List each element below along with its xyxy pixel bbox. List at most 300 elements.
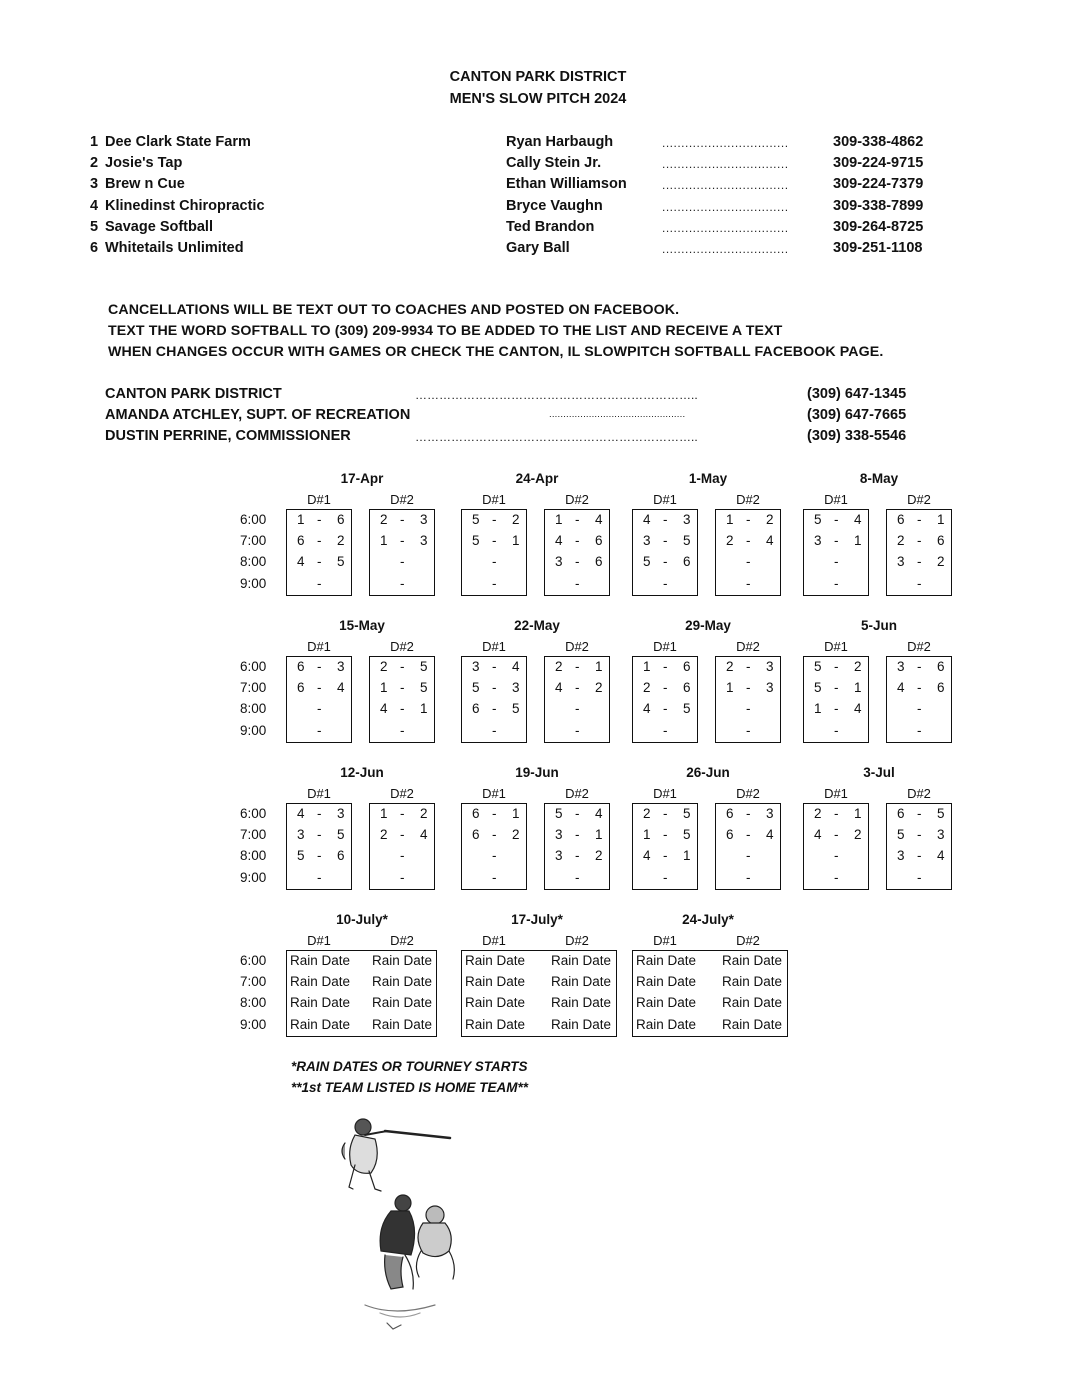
matchup-dash: - bbox=[492, 512, 497, 527]
matchup-dash: - bbox=[746, 806, 751, 821]
time-slot-label: 7:00 bbox=[240, 680, 267, 696]
game-matchup bbox=[886, 680, 952, 698]
matchup-dash: - bbox=[834, 659, 839, 674]
matchup-dash: - bbox=[575, 869, 580, 885]
home-team-number: 6 bbox=[472, 701, 480, 717]
diamond-label: D#2 bbox=[390, 639, 414, 654]
game-matchup bbox=[544, 576, 610, 594]
game-matchup bbox=[461, 806, 527, 824]
away-team-number: 6 bbox=[937, 659, 945, 674]
matchup-dash: - bbox=[663, 659, 668, 674]
matchup-dash: - bbox=[834, 848, 839, 864]
matchup-dash: - bbox=[400, 722, 405, 738]
game-matchup bbox=[803, 533, 869, 551]
game-matchup bbox=[461, 870, 527, 888]
notice-line-2: TEXT THE WORD SOFTBALL TO (309) 209-9934 TO BE ADDED TO THE LIST AND RECEIVE A TEXT bbox=[108, 323, 783, 339]
diamond-label: D#1 bbox=[307, 933, 331, 948]
matchup-dash: - bbox=[575, 680, 580, 696]
game-matchup bbox=[369, 680, 435, 698]
matchup-dash: - bbox=[663, 722, 668, 738]
game-matchup bbox=[461, 848, 527, 866]
matchup-dash: - bbox=[400, 512, 405, 527]
diamond-label: D#2 bbox=[565, 639, 589, 654]
home-team-number: 6 bbox=[726, 827, 734, 843]
matchup-dash: - bbox=[746, 554, 751, 570]
matchup-dash: - bbox=[917, 680, 922, 696]
matchup-dash: - bbox=[317, 848, 322, 864]
team-number: 2 bbox=[90, 155, 99, 172]
rain-date-cell: Rain Date bbox=[551, 995, 612, 1011]
matchup-dash: - bbox=[663, 806, 668, 821]
away-team-number: 3 bbox=[683, 512, 691, 527]
home-team-number: 4 bbox=[897, 680, 905, 696]
rain-date-cell: Rain Date bbox=[551, 1016, 612, 1032]
game-matchup bbox=[544, 659, 610, 677]
home-team-number: 4 bbox=[380, 701, 388, 717]
contact-phone: (309) 647-1345 bbox=[807, 386, 907, 402]
matchup-dash: - bbox=[492, 701, 497, 717]
home-team-number: 4 bbox=[643, 512, 651, 527]
away-team-number: 1 bbox=[512, 533, 520, 549]
game-matchup bbox=[286, 827, 352, 845]
home-team-number: 4 bbox=[643, 848, 651, 864]
home-team-number: 6 bbox=[297, 533, 305, 549]
home-team-number: 1 bbox=[297, 512, 305, 527]
home-team-number: 6 bbox=[472, 806, 480, 821]
rain-date-cell: Rain Date bbox=[465, 995, 526, 1011]
game-matchup bbox=[461, 512, 527, 530]
game-matchup bbox=[369, 806, 435, 824]
game-matchup bbox=[461, 701, 527, 719]
game-matchup bbox=[286, 512, 352, 530]
game-matchup bbox=[461, 827, 527, 845]
team-coach: Ted Brandon bbox=[506, 218, 595, 235]
away-team-number: 5 bbox=[683, 806, 691, 821]
week-date: 24-Apr bbox=[515, 471, 559, 486]
week-date: 17-Apr bbox=[340, 471, 384, 486]
contact-name: AMANDA ATCHLEY, SUPT. OF RECREATION bbox=[105, 407, 411, 424]
away-team-number: 5 bbox=[420, 659, 428, 674]
home-team-number: 6 bbox=[472, 827, 480, 843]
away-team-number: 1 bbox=[595, 827, 603, 843]
batter-catcher-umpire-illustration bbox=[325, 1105, 465, 1335]
away-team-number: 5 bbox=[337, 827, 345, 843]
footnote-rain-dates: *RAIN DATES OR TOURNEY STARTS bbox=[291, 1059, 528, 1074]
home-team-number: 3 bbox=[297, 827, 305, 843]
matchup-dash: - bbox=[492, 659, 497, 674]
game-matchup bbox=[803, 659, 869, 677]
home-team-number: 5 bbox=[897, 827, 905, 843]
matchup-dash: - bbox=[663, 680, 668, 696]
matchup-dash: - bbox=[492, 680, 497, 696]
home-team-number: 5 bbox=[472, 680, 480, 696]
away-team-number: 2 bbox=[766, 512, 774, 527]
diamond-label: D#1 bbox=[824, 639, 848, 654]
home-team-number: 2 bbox=[897, 533, 905, 549]
game-matchup bbox=[715, 827, 781, 845]
game-matchup bbox=[369, 659, 435, 677]
game-matchup bbox=[886, 723, 952, 741]
diamond-label: D#1 bbox=[653, 639, 677, 654]
matchup-dash: - bbox=[917, 575, 922, 591]
home-team-number: 1 bbox=[643, 827, 651, 843]
dot-leader: ................................................ bbox=[549, 409, 686, 421]
week-date: 26-Jun bbox=[686, 765, 730, 780]
away-team-number: 2 bbox=[420, 806, 428, 821]
game-matchup bbox=[286, 723, 352, 741]
time-slot-label: 7:00 bbox=[240, 533, 267, 549]
game-matchup bbox=[632, 870, 698, 888]
away-team-number: 2 bbox=[595, 848, 603, 864]
home-team-number: 3 bbox=[814, 533, 822, 549]
matchup-dash: - bbox=[834, 701, 839, 717]
game-matchup bbox=[803, 512, 869, 530]
week-date: 12-Jun bbox=[340, 765, 384, 780]
home-team-number: 1 bbox=[380, 533, 388, 549]
time-slot-label: 7:00 bbox=[240, 827, 267, 843]
team-number: 6 bbox=[90, 240, 99, 256]
away-team-number: 1 bbox=[854, 806, 862, 821]
matchup-dash: - bbox=[746, 722, 751, 738]
game-matchup bbox=[544, 701, 610, 719]
rain-date-cell: Rain Date bbox=[372, 1016, 433, 1032]
away-team-number: 5 bbox=[683, 701, 691, 717]
matchup-dash: - bbox=[492, 827, 497, 843]
home-team-number: 5 bbox=[643, 554, 651, 570]
diamond-label: D#1 bbox=[824, 492, 848, 507]
home-team-number: 6 bbox=[726, 806, 734, 821]
game-matchup bbox=[286, 701, 352, 719]
game-matchup bbox=[886, 659, 952, 677]
matchup-dash: - bbox=[317, 512, 322, 527]
home-team-number: 3 bbox=[555, 554, 563, 570]
matchup-dash: - bbox=[317, 806, 322, 821]
team-phone: 309-224-7379 bbox=[833, 176, 924, 193]
home-team-number: 1 bbox=[380, 806, 388, 821]
game-matchup bbox=[803, 723, 869, 741]
matchup-dash: - bbox=[746, 659, 751, 674]
matchup-dash: - bbox=[575, 722, 580, 738]
week-date: 19-Jun bbox=[515, 765, 559, 780]
diamond-label: D#2 bbox=[907, 786, 931, 801]
matchup-dash: - bbox=[492, 554, 497, 570]
team-number: 5 bbox=[90, 218, 99, 235]
game-matchup bbox=[632, 533, 698, 551]
away-team-number: 1 bbox=[512, 806, 520, 821]
matchup-dash: - bbox=[317, 869, 322, 885]
diamond-label: D#1 bbox=[307, 492, 331, 507]
time-slot-label: 9:00 bbox=[240, 1016, 267, 1032]
away-team-number: 4 bbox=[766, 533, 774, 549]
matchup-dash: - bbox=[400, 533, 405, 549]
matchup-dash: - bbox=[492, 848, 497, 864]
contact-name: DUSTIN PERRINE, COMMISSIONER bbox=[105, 428, 351, 445]
away-team-number: 4 bbox=[512, 659, 520, 674]
team-name: Whitetails Unlimited bbox=[105, 240, 244, 256]
game-matchup bbox=[544, 533, 610, 551]
game-matchup bbox=[544, 680, 610, 698]
matchup-dash: - bbox=[834, 722, 839, 738]
home-team-number: 2 bbox=[643, 680, 651, 696]
diamond-label: D#2 bbox=[565, 933, 589, 948]
home-team-number: 3 bbox=[472, 659, 480, 674]
game-matchup bbox=[886, 512, 952, 530]
game-matchup bbox=[715, 701, 781, 719]
game-matchup bbox=[632, 827, 698, 845]
away-team-number: 3 bbox=[512, 680, 520, 696]
game-matchup bbox=[544, 870, 610, 888]
dot-leader: ................................. bbox=[662, 199, 789, 214]
home-team-number: 2 bbox=[555, 659, 563, 674]
game-matchup bbox=[369, 554, 435, 572]
rain-date-cell: Rain Date bbox=[465, 953, 526, 968]
away-team-number: 6 bbox=[595, 533, 603, 549]
team-coach: Ryan Harbaugh bbox=[506, 134, 614, 150]
away-team-number: 1 bbox=[683, 848, 691, 864]
away-team-number: 6 bbox=[337, 512, 345, 527]
away-team-number: 4 bbox=[420, 827, 428, 843]
home-team-number: 3 bbox=[897, 848, 905, 864]
matchup-dash: - bbox=[917, 806, 922, 821]
home-team-number: 2 bbox=[380, 512, 388, 527]
home-team-number: 5 bbox=[472, 512, 480, 527]
team-number: 1 bbox=[90, 134, 99, 150]
home-team-number: 2 bbox=[726, 533, 734, 549]
diamond-label: D#2 bbox=[736, 639, 760, 654]
matchup-dash: - bbox=[663, 701, 668, 717]
week-date: 17-July* bbox=[511, 912, 563, 927]
rain-date-cell: Rain Date bbox=[722, 953, 783, 968]
diamond-label: D#1 bbox=[653, 786, 677, 801]
week-date: 15-May bbox=[339, 618, 385, 633]
game-matchup bbox=[286, 533, 352, 551]
matchup-dash: - bbox=[834, 554, 839, 570]
game-matchup bbox=[369, 870, 435, 888]
week-date: 22-May bbox=[514, 618, 560, 633]
dot-leader: ................................. bbox=[662, 157, 789, 172]
week-date: 8-May bbox=[859, 471, 899, 486]
matchup-dash: - bbox=[317, 533, 322, 549]
game-matchup bbox=[715, 533, 781, 551]
game-matchup bbox=[461, 680, 527, 698]
team-phone: 309-251-1108 bbox=[833, 240, 923, 256]
home-team-number: 6 bbox=[297, 680, 305, 696]
home-team-number: 5 bbox=[814, 512, 822, 527]
game-matchup bbox=[461, 533, 527, 551]
away-team-number: 6 bbox=[937, 680, 945, 696]
time-slot-label: 6:00 bbox=[240, 659, 267, 674]
time-slot-label: 9:00 bbox=[240, 869, 267, 885]
rain-date-cell: Rain Date bbox=[465, 1016, 526, 1032]
away-team-number: 5 bbox=[683, 827, 691, 843]
diamond-label: D#2 bbox=[736, 933, 760, 948]
matchup-dash: - bbox=[400, 827, 405, 843]
matchup-dash: - bbox=[917, 827, 922, 843]
matchup-dash: - bbox=[400, 869, 405, 885]
diamond-label: D#1 bbox=[482, 492, 506, 507]
game-matchup bbox=[803, 806, 869, 824]
away-team-number: 1 bbox=[420, 701, 428, 717]
game-matchup bbox=[715, 806, 781, 824]
game-matchup bbox=[286, 576, 352, 594]
team-name: Brew n Cue bbox=[105, 176, 185, 193]
away-team-number: 2 bbox=[595, 680, 603, 696]
matchup-dash: - bbox=[575, 575, 580, 591]
matchup-dash: - bbox=[400, 554, 405, 570]
game-matchup bbox=[715, 512, 781, 530]
rain-date-cell: Rain Date bbox=[551, 953, 612, 968]
game-matchup bbox=[369, 701, 435, 719]
diamond-label: D#1 bbox=[482, 933, 506, 948]
game-matchup bbox=[886, 848, 952, 866]
away-team-number: 3 bbox=[337, 659, 345, 674]
matchup-dash: - bbox=[746, 701, 751, 717]
matchup-dash: - bbox=[746, 533, 751, 549]
away-team-number: 6 bbox=[683, 680, 691, 696]
game-matchup bbox=[632, 680, 698, 698]
matchup-dash: - bbox=[834, 806, 839, 821]
matchup-dash: - bbox=[400, 659, 405, 674]
matchup-dash: - bbox=[746, 848, 751, 864]
rain-date-cell: Rain Date bbox=[465, 974, 526, 990]
matchup-dash: - bbox=[317, 575, 322, 591]
rain-date-cell: Rain Date bbox=[290, 1016, 351, 1032]
away-team-number: 4 bbox=[854, 701, 862, 717]
home-team-number: 1 bbox=[380, 680, 388, 696]
home-team-number: 6 bbox=[897, 512, 905, 527]
home-team-number: 5 bbox=[814, 680, 822, 696]
game-matchup bbox=[715, 848, 781, 866]
home-team-number: 4 bbox=[297, 554, 305, 570]
away-team-number: 2 bbox=[854, 659, 862, 674]
home-team-number: 3 bbox=[643, 533, 651, 549]
away-team-number: 3 bbox=[420, 512, 428, 527]
dot-leader: ................................. bbox=[662, 242, 789, 256]
matchup-dash: - bbox=[575, 554, 580, 570]
home-team-number: 2 bbox=[814, 806, 822, 821]
home-team-number: 5 bbox=[472, 533, 480, 549]
rain-date-cell: Rain Date bbox=[290, 953, 351, 968]
matchup-dash: - bbox=[834, 869, 839, 885]
home-team-number: 4 bbox=[297, 806, 305, 821]
game-matchup bbox=[803, 680, 869, 698]
game-matchup bbox=[803, 870, 869, 888]
game-matchup bbox=[286, 680, 352, 698]
matchup-dash: - bbox=[492, 806, 497, 821]
matchup-dash: - bbox=[317, 722, 322, 738]
home-team-number: 5 bbox=[555, 806, 563, 821]
away-team-number: 6 bbox=[595, 554, 603, 570]
game-matchup bbox=[369, 533, 435, 551]
matchup-dash: - bbox=[663, 575, 668, 591]
diamond-label: D#2 bbox=[390, 492, 414, 507]
matchup-dash: - bbox=[746, 680, 751, 696]
game-matchup bbox=[886, 533, 952, 551]
matchup-dash: - bbox=[917, 869, 922, 885]
dot-leader: ................................. bbox=[662, 136, 789, 150]
game-matchup bbox=[461, 576, 527, 594]
away-team-number: 5 bbox=[683, 533, 691, 549]
matchup-dash: - bbox=[746, 869, 751, 885]
team-name: Klinedinst Chiropractic bbox=[105, 197, 265, 214]
away-team-number: 1 bbox=[854, 533, 862, 549]
game-matchup bbox=[715, 680, 781, 698]
away-team-number: 4 bbox=[595, 806, 603, 821]
game-matchup bbox=[461, 554, 527, 572]
contact-phone: (309) 647-7665 bbox=[807, 407, 907, 424]
game-matchup bbox=[803, 827, 869, 845]
home-team-number: 1 bbox=[643, 659, 651, 674]
team-coach: Cally Stein Jr. bbox=[506, 155, 602, 172]
diamond-label: D#2 bbox=[565, 492, 589, 507]
diamond-label: D#1 bbox=[482, 639, 506, 654]
page-title: CANTON PARK DISTRICT bbox=[449, 69, 627, 85]
game-matchup bbox=[886, 554, 952, 572]
away-team-number: 1 bbox=[854, 680, 862, 696]
rain-date-cell: Rain Date bbox=[372, 995, 433, 1011]
diamond-label: D#1 bbox=[482, 786, 506, 801]
away-team-number: 4 bbox=[337, 680, 345, 696]
game-matchup bbox=[715, 576, 781, 594]
game-matchup bbox=[544, 848, 610, 866]
matchup-dash: - bbox=[317, 680, 322, 696]
time-slot-label: 6:00 bbox=[240, 512, 267, 527]
game-matchup bbox=[886, 827, 952, 845]
matchup-dash: - bbox=[917, 722, 922, 738]
away-team-number: 4 bbox=[595, 512, 603, 527]
matchup-dash: - bbox=[575, 701, 580, 717]
week-date: 29-May bbox=[685, 618, 731, 633]
contact-phone: (309) 338-5546 bbox=[807, 428, 907, 445]
away-team-number: 6 bbox=[337, 848, 345, 864]
away-team-number: 1 bbox=[937, 512, 945, 527]
away-team-number: 3 bbox=[766, 806, 774, 821]
game-matchup bbox=[544, 512, 610, 530]
away-team-number: 5 bbox=[420, 680, 428, 696]
footnote-home-team: **1st TEAM LISTED IS HOME TEAM** bbox=[291, 1080, 529, 1095]
game-matchup bbox=[715, 723, 781, 741]
matchup-dash: - bbox=[746, 575, 751, 591]
matchup-dash: - bbox=[317, 659, 322, 674]
game-matchup bbox=[632, 554, 698, 572]
rain-date-cell: Rain Date bbox=[290, 974, 351, 990]
matchup-dash: - bbox=[663, 533, 668, 549]
game-matchup bbox=[544, 827, 610, 845]
game-matchup bbox=[632, 723, 698, 741]
notice-line-1: CANCELLATIONS WILL BE TEXT OUT TO COACHES AND POSTED ON FACEBOOK. bbox=[108, 302, 680, 318]
game-matchup bbox=[803, 576, 869, 594]
matchup-dash: - bbox=[663, 827, 668, 843]
home-team-number: 1 bbox=[726, 512, 734, 527]
away-team-number: 2 bbox=[512, 512, 520, 527]
game-matchup bbox=[632, 576, 698, 594]
home-team-number: 2 bbox=[380, 659, 388, 674]
home-team-number: 3 bbox=[555, 848, 563, 864]
game-matchup bbox=[632, 848, 698, 866]
time-slot-label: 8:00 bbox=[240, 848, 267, 864]
game-matchup bbox=[715, 870, 781, 888]
team-number: 4 bbox=[90, 197, 99, 214]
away-team-number: 5 bbox=[337, 554, 345, 570]
away-team-number: 4 bbox=[854, 512, 862, 527]
game-matchup bbox=[632, 806, 698, 824]
away-team-number: 4 bbox=[766, 827, 774, 843]
game-matchup bbox=[803, 848, 869, 866]
diamond-label: D#1 bbox=[307, 639, 331, 654]
game-matchup bbox=[369, 576, 435, 594]
dot-leader: …………………………………………………………….. bbox=[415, 430, 698, 445]
home-team-number: 3 bbox=[555, 827, 563, 843]
